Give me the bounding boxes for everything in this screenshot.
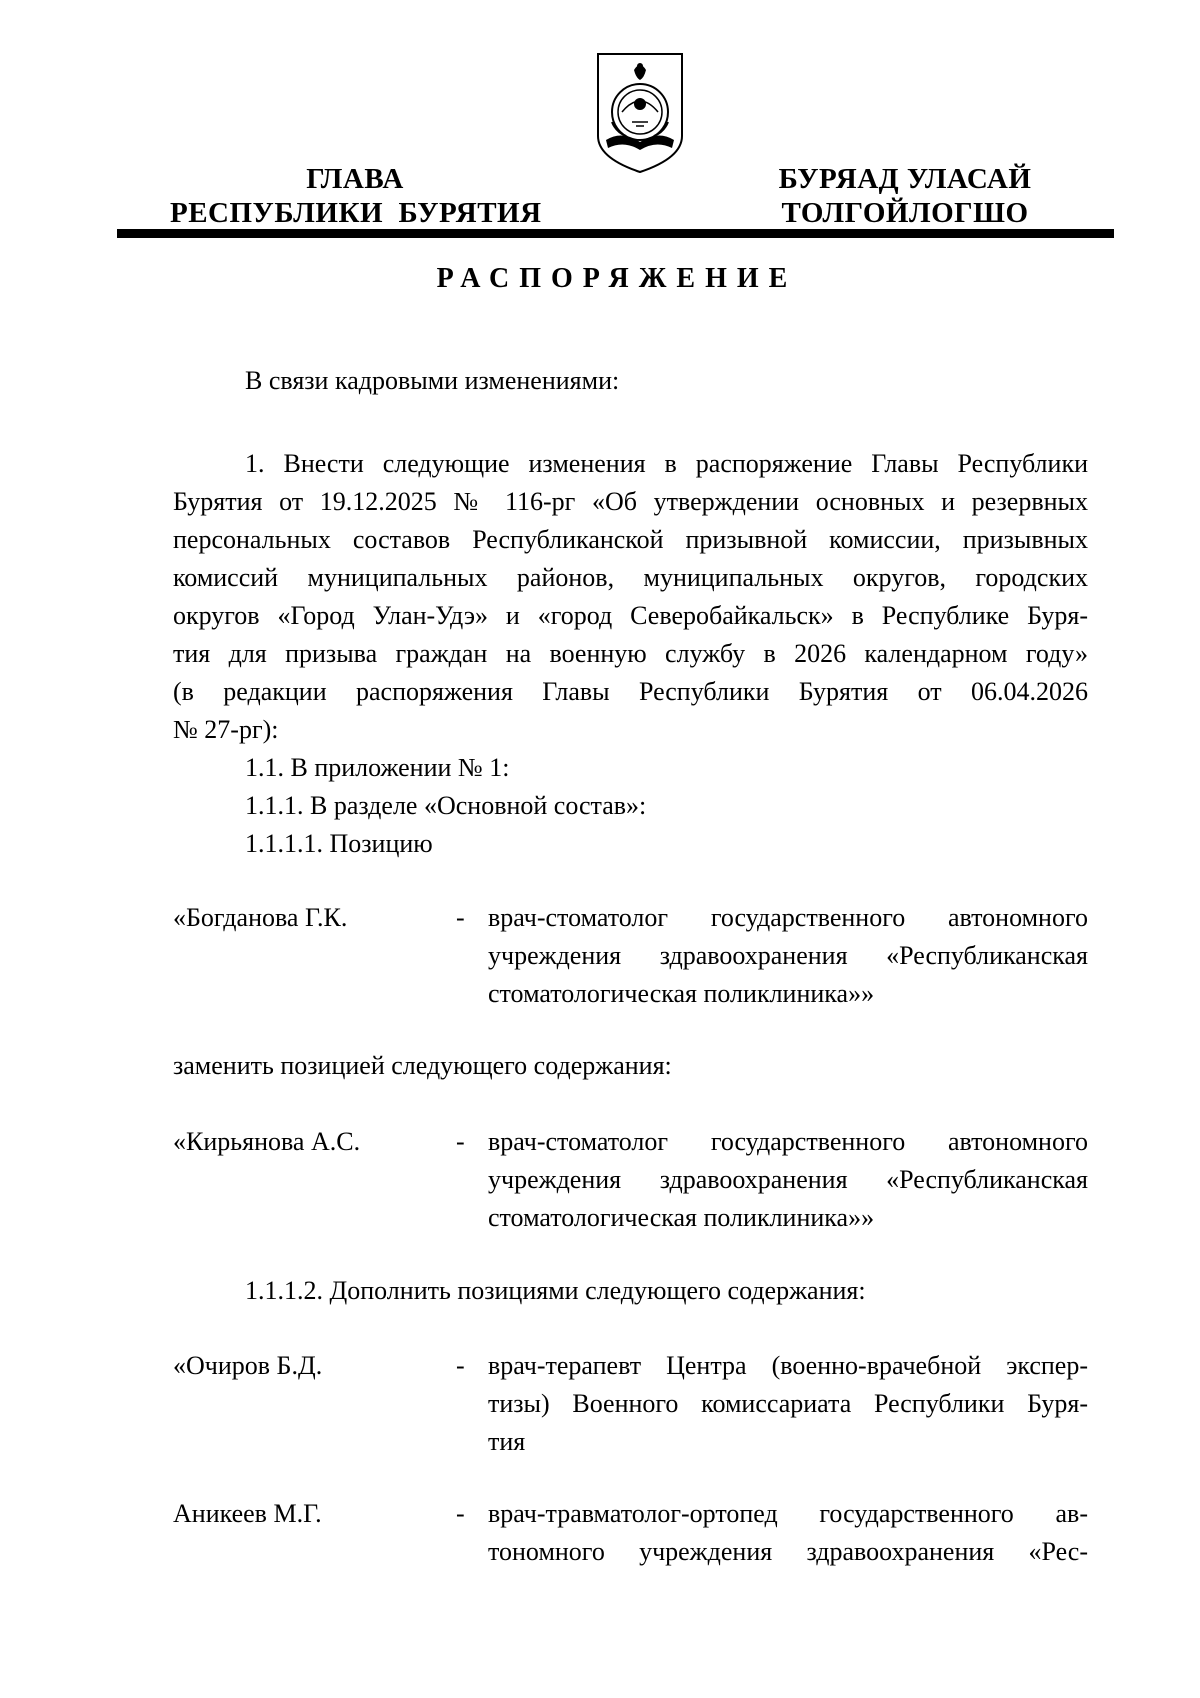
document-type-title: РАСПОРЯЖЕНИЕ <box>436 263 798 294</box>
entry-desc-line: врач-терапевт Центра (военно-врачебной экспер- <box>488 1351 1088 1380</box>
entry-dash: - <box>456 1499 465 1528</box>
para1-line: округов «Город Улан-Удэ» и «город Северобайкальск» в Республике Буря- <box>173 601 1088 630</box>
entry-name: «Очиров Б.Д. <box>173 1351 323 1380</box>
intro-text: В связи кадровыми изменениями: <box>245 366 620 395</box>
entry-desc-line: врач-стоматолог государственного автономного <box>488 1127 1088 1156</box>
para1-line: тия для призыва граждан на военную службу в 2026 календарном году» <box>173 639 1088 668</box>
coat-of-arms-icon <box>592 50 688 176</box>
para1-line: Бурятия от 19.12.2025 № 116-рг «Об утверждении основных и резервных <box>173 487 1088 516</box>
entry-description <box>488 1123 1088 1237</box>
entry-desc-line: врач-стоматолог государственного автономного <box>488 903 1088 932</box>
header-left-line1: ГЛАВА <box>306 163 404 195</box>
entry-name: Аникеев М.Г. <box>173 1499 322 1528</box>
item-1-1: 1.1. В приложении № 1: <box>245 753 510 782</box>
para1-line: комиссий муниципальных районов, муниципальных округов, городских <box>173 563 1088 592</box>
header-left-title <box>170 162 540 230</box>
para1-line: № 27-рг): <box>173 715 279 744</box>
entry-desc-line: тизы) Военного комиссариата Республики Буря- <box>488 1389 1088 1418</box>
header-left-line2: РЕСПУБЛИКИ БУРЯТИЯ <box>170 197 542 229</box>
item-1-1-1: 1.1.1. В разделе «Основной состав»: <box>245 791 647 820</box>
item-1-1-1-2: 1.1.1.2. Дополнить позициями следующего содержания: <box>245 1276 866 1305</box>
para1-line: 1. Внести следующие изменения в распоряжение Главы Республики <box>245 449 1088 478</box>
entry-desc-line: учреждения здравоохранения «Республиканская <box>488 1165 1088 1194</box>
entry-desc-line: тономного учреждения здравоохранения «Рес- <box>488 1537 1088 1566</box>
entry-description <box>488 1495 1088 1571</box>
entry-dash: - <box>456 1127 465 1156</box>
entry-dash: - <box>456 1351 465 1380</box>
paragraph-1 <box>173 445 1088 749</box>
entry-desc-line: учреждения здравоохранения «Республиканская <box>488 941 1088 970</box>
entry-desc-line: стоматологическая поликлиника»» <box>488 1203 875 1232</box>
entry-desc-line: стоматологическая поликлиника»» <box>488 979 875 1008</box>
replace-text: заменить позицией следующего содержания: <box>173 1051 672 1080</box>
header-divider <box>117 229 1114 238</box>
entry-desc-line: тия <box>488 1427 526 1456</box>
entry-description <box>488 899 1088 1013</box>
entry-description <box>488 1347 1088 1461</box>
header-right-line1: БУРЯАД УЛАСАЙ <box>778 163 1032 195</box>
entry-desc-line: врач-травматолог-ортопед государственного ав- <box>488 1499 1088 1528</box>
item-1-1-1-1: 1.1.1.1. Позицию <box>245 829 433 858</box>
header-right-title <box>750 162 1060 230</box>
entry-dash: - <box>456 903 465 932</box>
entry-name: «Богданова Г.К. <box>173 903 348 932</box>
entry-name: «Кирьянова А.С. <box>173 1127 361 1156</box>
para1-line: (в редакции распоряжения Главы Республики Бурятия от 06.04.2026 <box>173 677 1088 706</box>
para1-line: персональных составов Республиканской призывной комиссии, призывных <box>173 525 1088 554</box>
header-right-line2: ТОЛГОЙЛОГШО <box>781 197 1029 229</box>
